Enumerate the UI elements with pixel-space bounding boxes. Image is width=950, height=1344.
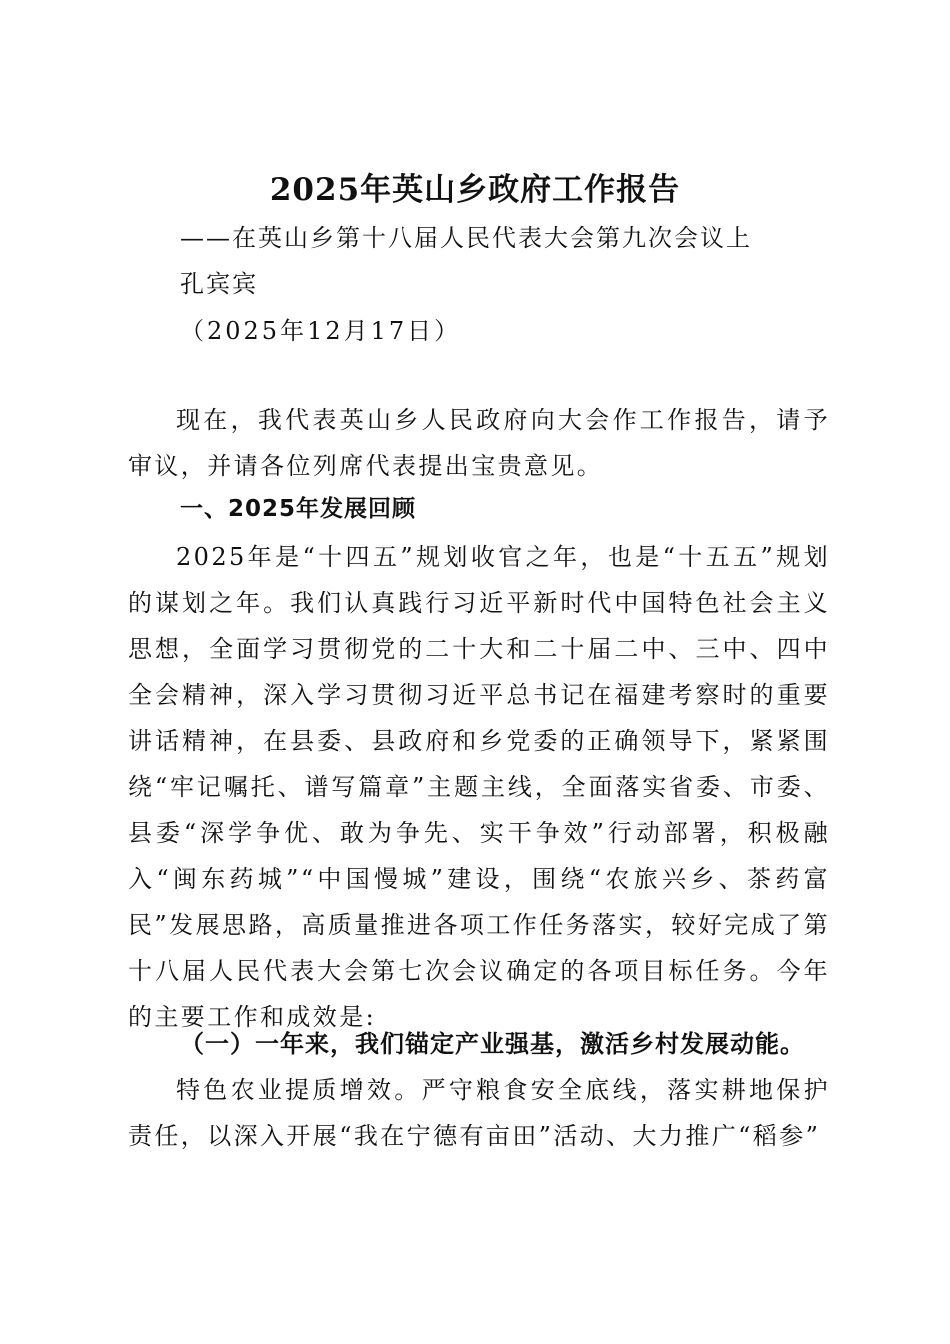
document-date: （2025年12月17日） bbox=[180, 317, 462, 345]
review-paragraph: 2025年是“十四五”规划收官之年，也是“十五五”规划的谋划之年。我们认真践行习近平新时代中国特色社会主义思想，全面学习贯彻党的二十大和二十届二中、三中、四中全会精神，深入学习贯彻习近平总书记在福建考察时的重要讲话精神，在县委、县政府和乡党委的正确领导下，紧紧围绕“牢记嘱托、谱写篇章”主题主线，全面落实省委、市委、县委“深学争优、敢为争先、实干争效”行动部署，积极融入“闽东药城”“中国慢城”建设，围绕“农旅兴乡、茶药富民”发展思路，高质量推进各项工作任务落实，较好完成了第十八届人民代表大会第七次会议确定的各项目标任务。今年的主要工作和成效是: bbox=[128, 543, 830, 1031]
document-subtitle: ——在英山乡第十八届人民代表大会第九次会议上 bbox=[180, 224, 752, 252]
document-author: 孔宾宾 bbox=[180, 270, 258, 298]
section-heading: 一、2025年发展回顾 bbox=[180, 496, 417, 522]
document-title: 2025年英山乡政府工作报告 bbox=[269, 172, 681, 208]
subsection-heading: （一）一年来，我们锚定产业强基，激活乡村发展动能。 bbox=[180, 1029, 805, 1058]
intro-paragraph: 现在，我代表英山乡人民政府向大会作工作报告，请予审议，并请各位列席代表提出宝贵意见。 bbox=[128, 406, 830, 480]
agriculture-paragraph: 特色农业提质增效。严守粮食安全底线，落实耕地保护责任，以深入开展“我在宁德有亩田”活动、大力推广“稻参” bbox=[128, 1076, 830, 1150]
